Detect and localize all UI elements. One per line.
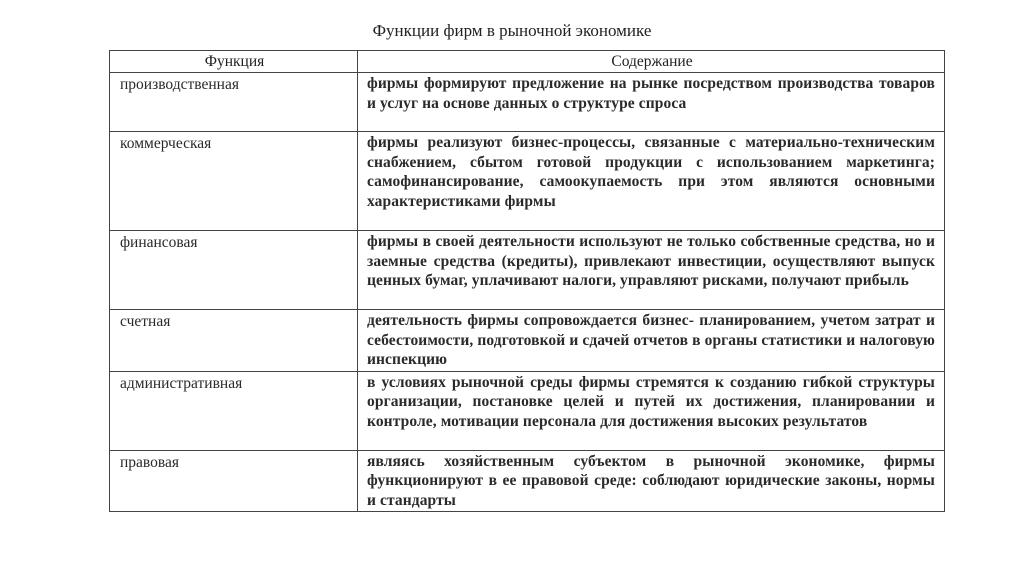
content-cell: в условиях рыночной среды фирмы стремятся к созданию гибкой структуры организации, постановке целей и путей их достижения, планировании и контроле, мотивации персонала для достижения высоких результатов <box>358 371 945 450</box>
table-row <box>110 371 945 450</box>
content-cell: деятельность фирмы сопровождается бизнес- планированием, учетом затрат и себестоимости, подготовкой и сдачей отчетов в органы статистики и налоговую инспекцию <box>358 310 945 372</box>
function-name: административная <box>120 374 243 392</box>
function-cell <box>110 132 358 231</box>
table-header-row <box>110 51 945 73</box>
function-cell <box>110 231 358 310</box>
page-title: Функции фирм в рыночной экономике <box>372 21 652 40</box>
function-name: финансовая <box>120 234 198 251</box>
function-cell <box>110 371 358 450</box>
functions-table-container <box>109 50 944 512</box>
column-header-function: Функция <box>110 51 358 73</box>
function-name: коммерческая <box>120 135 212 152</box>
functions-table <box>109 50 945 512</box>
content-cell: фирмы в своей деятельности используют не только собственные средства, но и заемные средства (кредиты), привлекают инвестиции, осуществляют выпуск ценных бумаг, уплачивают налоги, управляют рисками, получают прибыль <box>358 231 945 310</box>
content-cell: являясь хозяйственным субъектом в рыночной экономике, фирмы функционируют в ее правовой среде: соблюдают юридические законы, нормы и стандарты <box>358 450 945 512</box>
function-name: производственная <box>120 76 239 93</box>
column-header-content: Содержание <box>358 51 945 73</box>
table-row <box>110 310 945 372</box>
table-row <box>110 450 945 512</box>
table-row <box>110 73 945 132</box>
content-cell: фирмы формируют предложение на рынке посредством производства товаров и услуг на основе данных о структуре спроса <box>358 73 945 132</box>
table-row <box>110 231 945 310</box>
function-cell <box>110 73 358 132</box>
content-cell: фирмы реализуют бизнес-процессы, связанные с материально-техническим снабжением, сбытом готовой продукции с использованием маркетинга; самофинансирование, самоокупаемость при этом являются основными характеристиками фирмы <box>358 132 945 231</box>
function-cell <box>110 310 358 372</box>
function-name: правовая <box>120 453 180 471</box>
function-cell <box>110 450 358 512</box>
table-row <box>110 132 945 231</box>
function-name: счетная <box>120 313 171 330</box>
